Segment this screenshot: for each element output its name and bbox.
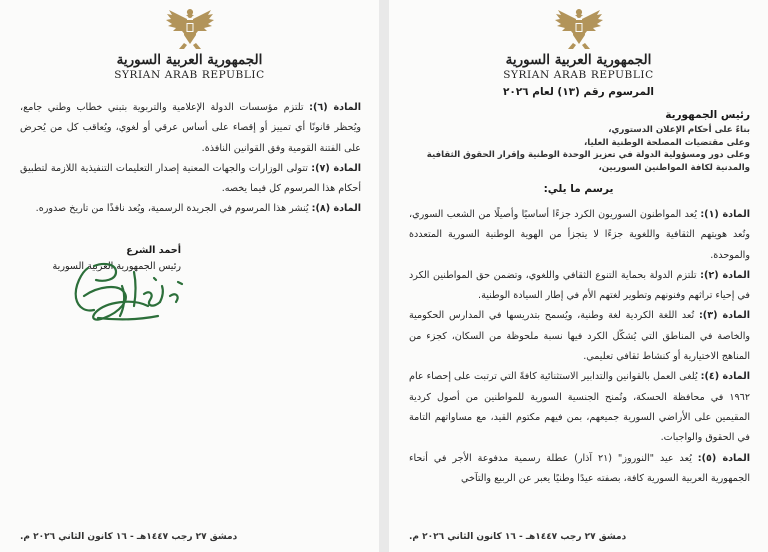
preamble-line: وعلى دور ومسؤولية الدولة في تعزيز الوحدة الوطنية وإقرار الحقوق الثقافية والمدنية لكافة المواطنين السوريين، [426, 150, 750, 173]
date-footer: دمشق ٢٧ رجب ١٤٤٧هـ - ١٦ كانون الثاني ٢٠٢٦ م. [20, 532, 238, 542]
republic-name-english: SYRIAN ARAB REPUBLIC [114, 69, 265, 81]
republic-name-arabic: الجمهورية العربية السورية [505, 52, 652, 68]
signatory-name: أحمد الشرع [126, 245, 181, 256]
decree-page-1 [389, 0, 768, 552]
preamble-line: بناءً على أحكام الإعلان الدستوري، [608, 125, 750, 135]
article-5: المادة (٥): يُعد عيد "النوروز" (٢١ آذار) عطلة رسمية مدفوعة الأجر في أنحاء الجمهورية العربية السورية كافة، بصفته عيدًا وطنيًا يعبر عن الربيع والتآخي [409, 452, 750, 484]
republic-name-arabic: الجمهورية العربية السورية [116, 52, 263, 68]
decree-page-2 [0, 0, 379, 552]
article-2: المادة (٢): تلتزم الدولة بحماية التنوع الثقافي واللغوي، وتضمن حق المواطنين الكرد في إحياء تراثهم وفنونهم وتطوير لغتهم الأم في إطار السيادة الوطنية. [409, 269, 750, 302]
eagle-emblem-icon [554, 6, 604, 50]
article-4: المادة (٤): يُلغى العمل بالقوانين والتدابير الاستثنائية كافةً التي ترتبت على إحصاء عام ١٩٦٢ في محافظة الحسكة، وتُمنح الجنسية السورية للمواطنين من أصول كردية المقيمين على الأراضي السورية جميعهم، بمن فيهم مكتوم القيد، مع مساواتهم التامة في الحقوق والواجبات. [409, 371, 750, 444]
article-1: المادة (١): يُعد المواطنون السوريون الكرد جزءًا أساسيًا وأصيلًا من الشعب السوري، وتُعد هويتهم الثقافية واللغوية جزءًا لا يتجزأ من الهوية الوطنية السورية المتعددة والموحدة. [409, 209, 750, 261]
handwritten-signature-icon [58, 256, 198, 332]
letterhead [0, 6, 379, 81]
republic-name-english: SYRIAN ARAB REPUBLIC [503, 69, 654, 81]
articles [409, 205, 750, 489]
decrees-heading: يرسم ما يلي: [543, 183, 614, 195]
signatory-title: رئيس الجمهورية العربية السورية [52, 261, 181, 272]
preamble-title: رئيس الجمهورية [665, 109, 750, 121]
article-7: المادة (٧): تتولى الوزارات والجهات المعنية إصدار التعليمات التنفيذية اللازمة لتطبيق أحكام هذا المرسوم كل فيما يخصه. [20, 162, 361, 195]
article-8: المادة (٨): يُنشر هذا المرسوم في الجريدة الرسمية، ويُعد نافذًا من تاريخ صدوره. [35, 203, 361, 215]
eagle-emblem-icon [165, 6, 215, 50]
article-6: المادة (٦): تلتزم مؤسسات الدولة الإعلامية والتربوية بتبني خطاب وطني جامع، ويُحظر قانونًا أي تمييز أو إقصاء على أساس عرقي أو لغوي، ويُعاقب كل من يُحرض على الفتنة القومية وفق القوانين النافذة. [20, 102, 361, 154]
decree-number: المرسوم رقم (١٣) لعام ٢٠٢٦ [502, 86, 655, 98]
date-footer: دمشق ٢٧ رجب ١٤٤٧هـ - ١٦ كانون الثاني ٢٠٢٦ م. [409, 532, 627, 542]
articles-continued [20, 98, 361, 220]
preamble-line: وعلى مقتضيات المصلحة الوطنية العليا، [584, 137, 750, 148]
letterhead [389, 6, 768, 81]
article-3: المادة (٣): تُعد اللغة الكردية لغة وطنية، ويُسمح بتدريسها في المدارس الحكومية والخاصة في المناطق التي يُشكّل الكرد فيها نسبة ملحوظة من السكان، كجزء من المناهج الاختيارية أو كنشاط ثقافي تعليمي. [409, 310, 750, 363]
preamble [407, 107, 750, 174]
